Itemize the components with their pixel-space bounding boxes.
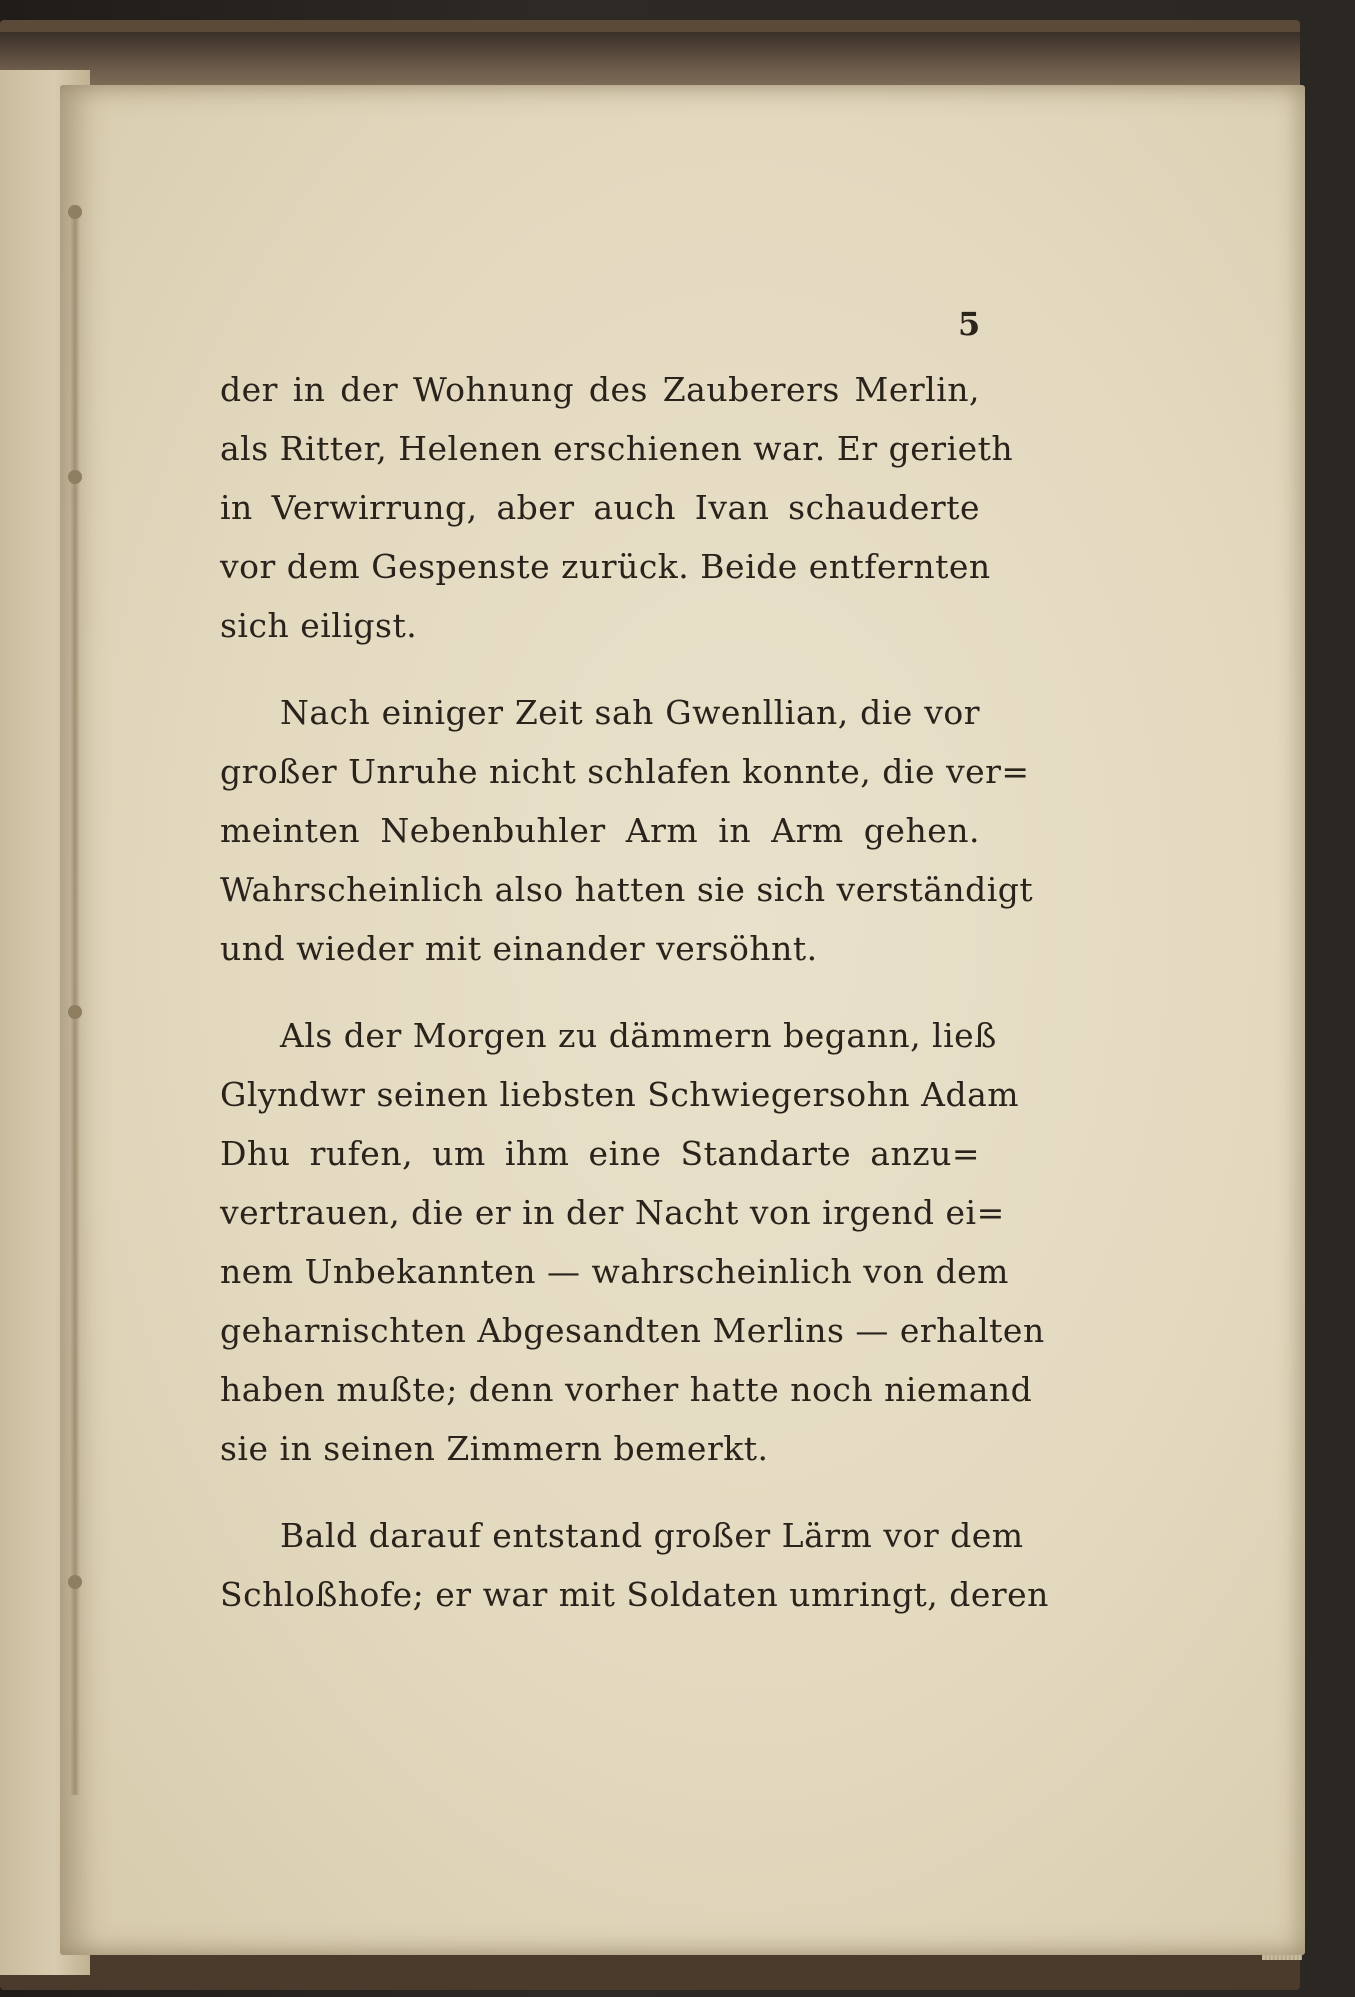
text-line: vertrauen, die er in der Nacht von irgend ei= [220,1193,1005,1232]
text-line: Schloßhofe; er war mit Soldaten umringt, deren [220,1575,1049,1614]
binding-stitch [68,1005,82,1019]
text-line: Glyndwr seinen liebsten Schwiegersohn Adam [220,1075,1020,1114]
binding-stitch [68,205,82,219]
text-line: Dhu rufen, um ihm eine Standarte anzu= [220,1134,980,1173]
body-text [220,360,1049,1624]
text-line: geharnischten Abgesandten Merlins — erhalten [220,1311,1045,1350]
text-line: Bald darauf entstand großer Lärm vor dem [280,1516,1024,1555]
text-line: meinten Nebenbuhler Arm in Arm gehen. [220,811,980,850]
paragraph [220,1506,1049,1624]
text-line: als Ritter, Helenen erschienen war. Er gerieth [220,429,1014,468]
binding-stitch [68,470,82,484]
paragraph [220,683,1034,978]
text-line: und wieder mit einander versöhnt. [220,929,818,968]
text-line: nem Unbekannten — wahrscheinlich von dem [220,1252,1009,1291]
paragraph [220,1006,1045,1478]
text-line: Wahrscheinlich also hatten sie sich verständigt [220,870,1034,909]
text-line: großer Unruhe nicht schlafen konnte, die ver= [220,752,1030,791]
paragraph [220,360,1014,655]
text-line: in Verwirrung, aber auch Ivan schauderte [220,488,980,527]
text-line: sie in seinen Zimmern bemerkt. [220,1429,769,1468]
text-line: Als der Morgen zu dämmern begann, ließ [280,1016,997,1055]
binding-stitch [68,1575,82,1589]
text-line: Nach einiger Zeit sah Gwenllian, die vor [280,693,980,732]
binding-thread [70,205,80,1795]
text-line: haben mußte; denn vorher hatte noch niemand [220,1370,1033,1409]
page-number: 5 [958,305,981,343]
text-line: der in der Wohnung des Zauberers Merlin, [220,370,980,409]
text-line: vor dem Gespenste zurück. Beide entfernten [220,547,991,586]
text-line: sich eiligst. [220,606,418,645]
